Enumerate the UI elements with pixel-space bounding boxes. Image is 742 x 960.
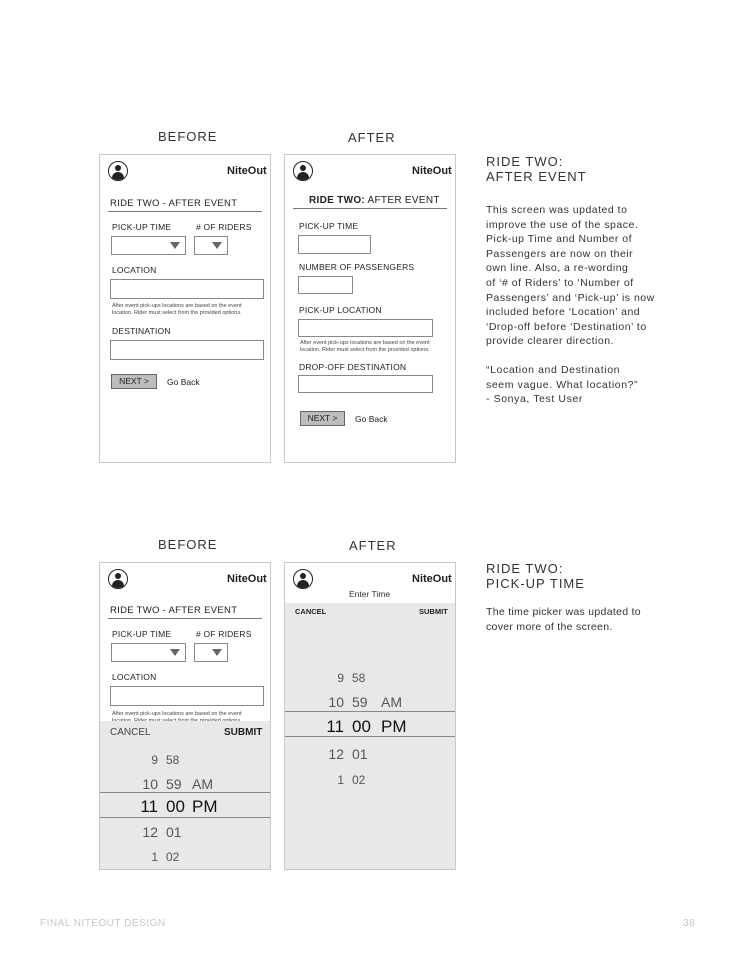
text-line: included before ‘Location’ and — [486, 306, 641, 319]
chevron-down-icon — [212, 649, 222, 656]
passengers-input[interactable] — [298, 276, 353, 294]
pickup-time-select[interactable] — [111, 643, 186, 662]
picker-hour[interactable]: 10 — [142, 776, 158, 792]
title-divider — [108, 618, 262, 619]
text-line: improve the use of the space. — [486, 218, 639, 231]
picker-minute[interactable]: 59 — [352, 694, 368, 710]
location-note — [300, 340, 430, 354]
form-title: RIDE TWO - AFTER EVENT — [110, 605, 238, 616]
pickup-location-input[interactable] — [298, 319, 433, 337]
text-line: provide clearer direction. — [486, 335, 614, 348]
text-line: - Sonya, Test User — [486, 393, 583, 406]
text-line: “Location and Destination — [486, 364, 621, 376]
enter-time-title: Enter Time — [349, 589, 391, 599]
time-picker[interactable] — [100, 721, 271, 870]
note-line: After event pick-ups locations are based on the event — [112, 711, 242, 717]
location-note — [112, 303, 242, 317]
text-line: cover more of the screen. — [486, 620, 613, 633]
page-number: 38 — [683, 918, 696, 929]
section2-heading — [486, 561, 585, 591]
brand-logo: NiteOut — [227, 165, 267, 177]
picker-minute[interactable]: 58 — [166, 753, 180, 767]
heading-line: RIDE TWO: — [486, 561, 564, 576]
chevron-down-icon — [170, 649, 180, 656]
section1-quote — [486, 363, 648, 407]
location-input[interactable] — [110, 686, 264, 706]
time-picker[interactable] — [285, 603, 456, 870]
location-label: LOCATION — [112, 672, 157, 682]
user-avatar-icon[interactable] — [293, 161, 313, 181]
brand-logo: NiteOut — [227, 573, 267, 585]
form-title — [309, 195, 440, 206]
riders-select[interactable] — [194, 643, 228, 662]
text-line: Pick-up Time and Number of — [486, 233, 633, 246]
before-label: BEFORE — [158, 129, 218, 144]
title-divider — [293, 208, 447, 209]
picker-submit-button[interactable]: SUBMIT — [419, 607, 448, 616]
picker-minute[interactable]: 59 — [166, 776, 182, 792]
picker-minute[interactable]: 00 — [352, 716, 371, 736]
go-back-link[interactable]: Go Back — [167, 377, 200, 387]
chevron-down-icon — [170, 242, 180, 249]
text-line: own line. Also, a re-wording — [486, 262, 629, 275]
picker-hour[interactable]: 12 — [142, 824, 158, 840]
dropoff-input[interactable] — [298, 375, 433, 393]
after-label: AFTER — [349, 538, 397, 553]
heading-line: RIDE TWO: — [486, 154, 564, 169]
picker-minute[interactable]: 02 — [352, 773, 366, 787]
text-line: of ‘# of Riders’ to ‘Number of — [486, 276, 634, 289]
picker-selection-band — [100, 792, 271, 818]
note-line: After event pick-ups locations are based on the event — [112, 303, 242, 309]
section1-description — [486, 203, 655, 349]
note-line: After event pick-ups locations are based on the event — [300, 340, 430, 346]
note-line: location. Rider must select from the provided options. — [112, 310, 242, 316]
before-pickup-time-screen — [99, 562, 271, 870]
after-after-event-screen — [284, 154, 456, 463]
riders-label: # OF RIDERS — [196, 629, 252, 639]
picker-hour[interactable]: 12 — [328, 746, 344, 762]
passengers-label: NUMBER OF PASSENGERS — [299, 262, 415, 272]
picker-cancel-button[interactable]: CANCEL — [110, 727, 151, 738]
picker-hour[interactable]: 11 — [326, 716, 344, 736]
location-input[interactable] — [110, 279, 264, 299]
pickup-time-label: PICK-UP TIME — [112, 629, 172, 639]
text-line: Passengers’ and ‘Pick-up’ is now — [486, 291, 655, 304]
title-rest: AFTER EVENT — [365, 195, 440, 206]
section2-description — [486, 605, 648, 634]
form-title: RIDE TWO - AFTER EVENT — [110, 198, 238, 209]
location-label: LOCATION — [112, 265, 157, 275]
brand-logo: NiteOut — [412, 165, 452, 177]
picker-hour[interactable]: 9 — [337, 671, 344, 685]
user-avatar-icon[interactable] — [108, 161, 128, 181]
after-pickup-time-screen — [284, 562, 456, 870]
footer-title: FINAL NITEOUT DESIGN — [40, 918, 166, 929]
user-avatar-icon[interactable] — [108, 569, 128, 589]
picker-cancel-button[interactable]: CANCEL — [295, 607, 327, 616]
heading-line: AFTER EVENT — [486, 169, 587, 184]
pickup-time-select[interactable] — [111, 236, 186, 255]
text-line: Passengers are now on their — [486, 247, 634, 260]
picker-submit-button[interactable]: SUBMIT — [224, 727, 263, 738]
picker-minute[interactable]: 01 — [166, 824, 182, 840]
dropoff-label: DROP-OFF DESTINATION — [299, 362, 407, 372]
brand-logo: NiteOut — [412, 573, 452, 585]
picker-ampm[interactable]: AM — [192, 776, 213, 792]
picker-hour[interactable]: 9 — [151, 753, 158, 767]
riders-label: # OF RIDERS — [196, 222, 252, 232]
text-line: seem vague. What location?” — [486, 378, 639, 391]
picker-ampm[interactable]: AM — [381, 694, 402, 710]
heading-line: PICK-UP TIME — [486, 576, 585, 591]
picker-minute[interactable]: 58 — [352, 671, 366, 685]
picker-hour[interactable]: 1 — [337, 773, 344, 787]
pickup-location-label: PICK-UP LOCATION — [299, 305, 382, 315]
picker-hour[interactable]: 10 — [328, 694, 344, 710]
picker-minute[interactable]: 01 — [352, 746, 368, 762]
next-button[interactable]: NEXT > — [300, 411, 345, 426]
riders-select[interactable] — [194, 236, 228, 255]
picker-minute[interactable]: 02 — [166, 850, 180, 864]
picker-minute[interactable]: 00 — [166, 796, 185, 816]
picker-ampm[interactable]: PM — [381, 716, 407, 736]
destination-input[interactable] — [110, 340, 264, 360]
text-line: The time picker was updated to — [486, 606, 641, 618]
before-after-event-screen — [99, 154, 271, 463]
pickup-time-label: PICK-UP TIME — [299, 221, 359, 231]
note-line: location. Rider must select from the provided options. — [300, 347, 430, 353]
after-label: AFTER — [348, 130, 396, 145]
title-divider — [108, 211, 262, 212]
go-back-link[interactable]: Go Back — [355, 414, 388, 424]
pickup-time-label: PICK-UP TIME — [112, 222, 172, 232]
section1-heading — [486, 154, 587, 184]
next-button[interactable]: NEXT > — [111, 374, 157, 389]
picker-hour[interactable]: 11 — [140, 796, 158, 816]
title-bold: RIDE TWO: — [309, 195, 366, 206]
user-avatar-icon[interactable] — [293, 569, 313, 589]
text-line: ‘Drop-off before ‘Destination’ to — [486, 320, 647, 333]
destination-label: DESTINATION — [112, 326, 171, 336]
chevron-down-icon — [212, 242, 222, 249]
text-line: This screen was updated to — [486, 204, 628, 216]
before-label: BEFORE — [158, 537, 218, 552]
picker-ampm[interactable]: PM — [192, 796, 218, 816]
pickup-time-input[interactable] — [298, 235, 371, 254]
picker-hour[interactable]: 1 — [151, 850, 158, 864]
